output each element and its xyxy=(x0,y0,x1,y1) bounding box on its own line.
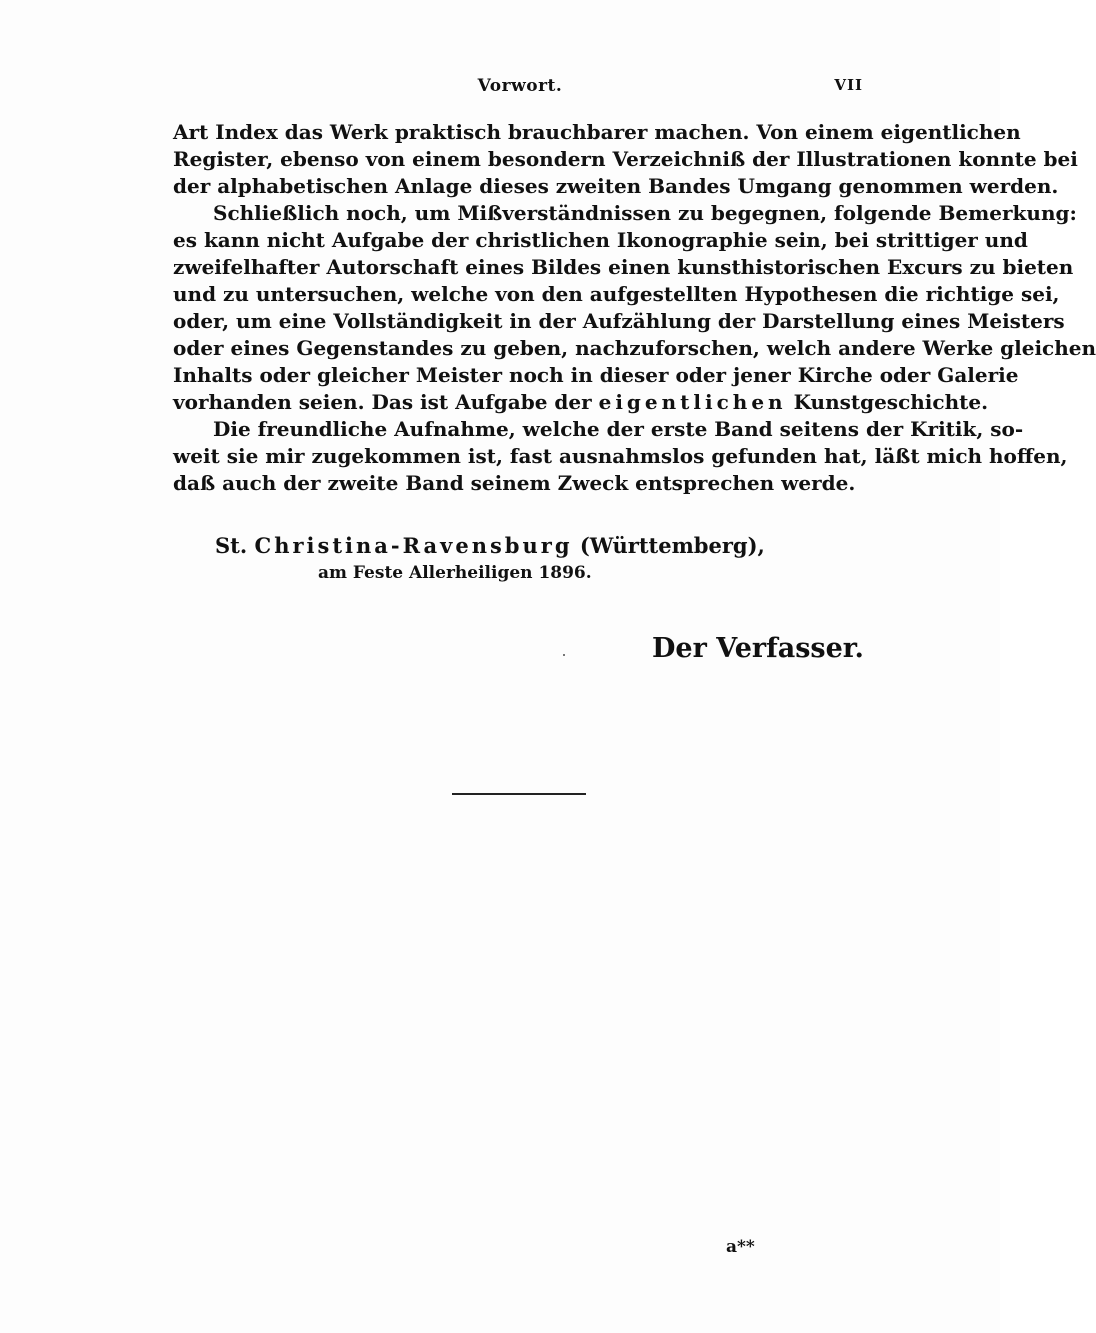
signature-date: am Feste Allerheiligen 1896. xyxy=(318,563,592,583)
running-title: Vorwort. xyxy=(477,76,563,96)
text-line: Art Index das Werk praktisch brauchbarer machen. Von einem eigentlichen xyxy=(173,120,1021,144)
text-line: und zu untersuchen, welche von den aufgestellten Hypothesen die richtige sei, xyxy=(173,282,1060,306)
closing-rule xyxy=(452,793,586,795)
printer-signature-mark: a** xyxy=(726,1237,755,1257)
text-line-emphasis xyxy=(173,389,989,416)
text-segment: vorhanden seien. Das ist Aufgabe der xyxy=(173,390,592,414)
text-segment: Kunstgeschichte. xyxy=(793,390,989,414)
author-signature: Der Verfasser. xyxy=(652,633,864,664)
place-prefix: St. xyxy=(215,533,248,558)
preface-text xyxy=(173,119,1096,497)
place-name: Christina-Ravensburg xyxy=(254,533,573,558)
signature-place xyxy=(215,533,765,558)
text-line: weit sie mir zugekommen ist, fast ausnahmslos gefunden hat, läßt mich hoffen, xyxy=(173,444,1068,468)
page-header xyxy=(0,76,1000,100)
text-line: Die freundliche Aufnahme, welche der erste Band seitens der Kritik, so- xyxy=(213,417,1024,441)
text-line: daß auch der zweite Band seinem Zweck entsprechen werde. xyxy=(173,471,856,495)
text-line: oder, um eine Vollständigkeit in der Aufzählung der Darstellung eines Meisters xyxy=(173,309,1065,333)
place-region: (Württemberg), xyxy=(579,533,765,558)
print-speck xyxy=(563,654,565,656)
text-line: Register, ebenso von einem besondern Verzeichniß der Illustrationen konnte bei xyxy=(173,147,1078,171)
page-number: VII xyxy=(834,76,863,94)
text-line: der alphabetischen Anlage dieses zweiten Bandes Umgang genommen werden. xyxy=(173,174,1059,198)
spaced-emphasis: eigentlichen xyxy=(598,390,787,414)
text-line: zweifelhafter Autorschaft eines Bildes einen kunsthistorischen Excurs zu bieten xyxy=(173,255,1074,279)
text-line: oder eines Gegenstandes zu geben, nachzuforschen, welch andere Werke gleichen xyxy=(173,336,1096,360)
text-line: es kann nicht Aufgabe der christlichen Ikonographie sein, bei strittiger und xyxy=(173,228,1028,252)
text-line: Inhalts oder gleicher Meister noch in dieser oder jener Kirche oder Galerie xyxy=(173,363,1019,387)
text-line: Schließlich noch, um Mißverständnissen zu begegnen, folgende Bemerkung: xyxy=(213,201,1077,225)
